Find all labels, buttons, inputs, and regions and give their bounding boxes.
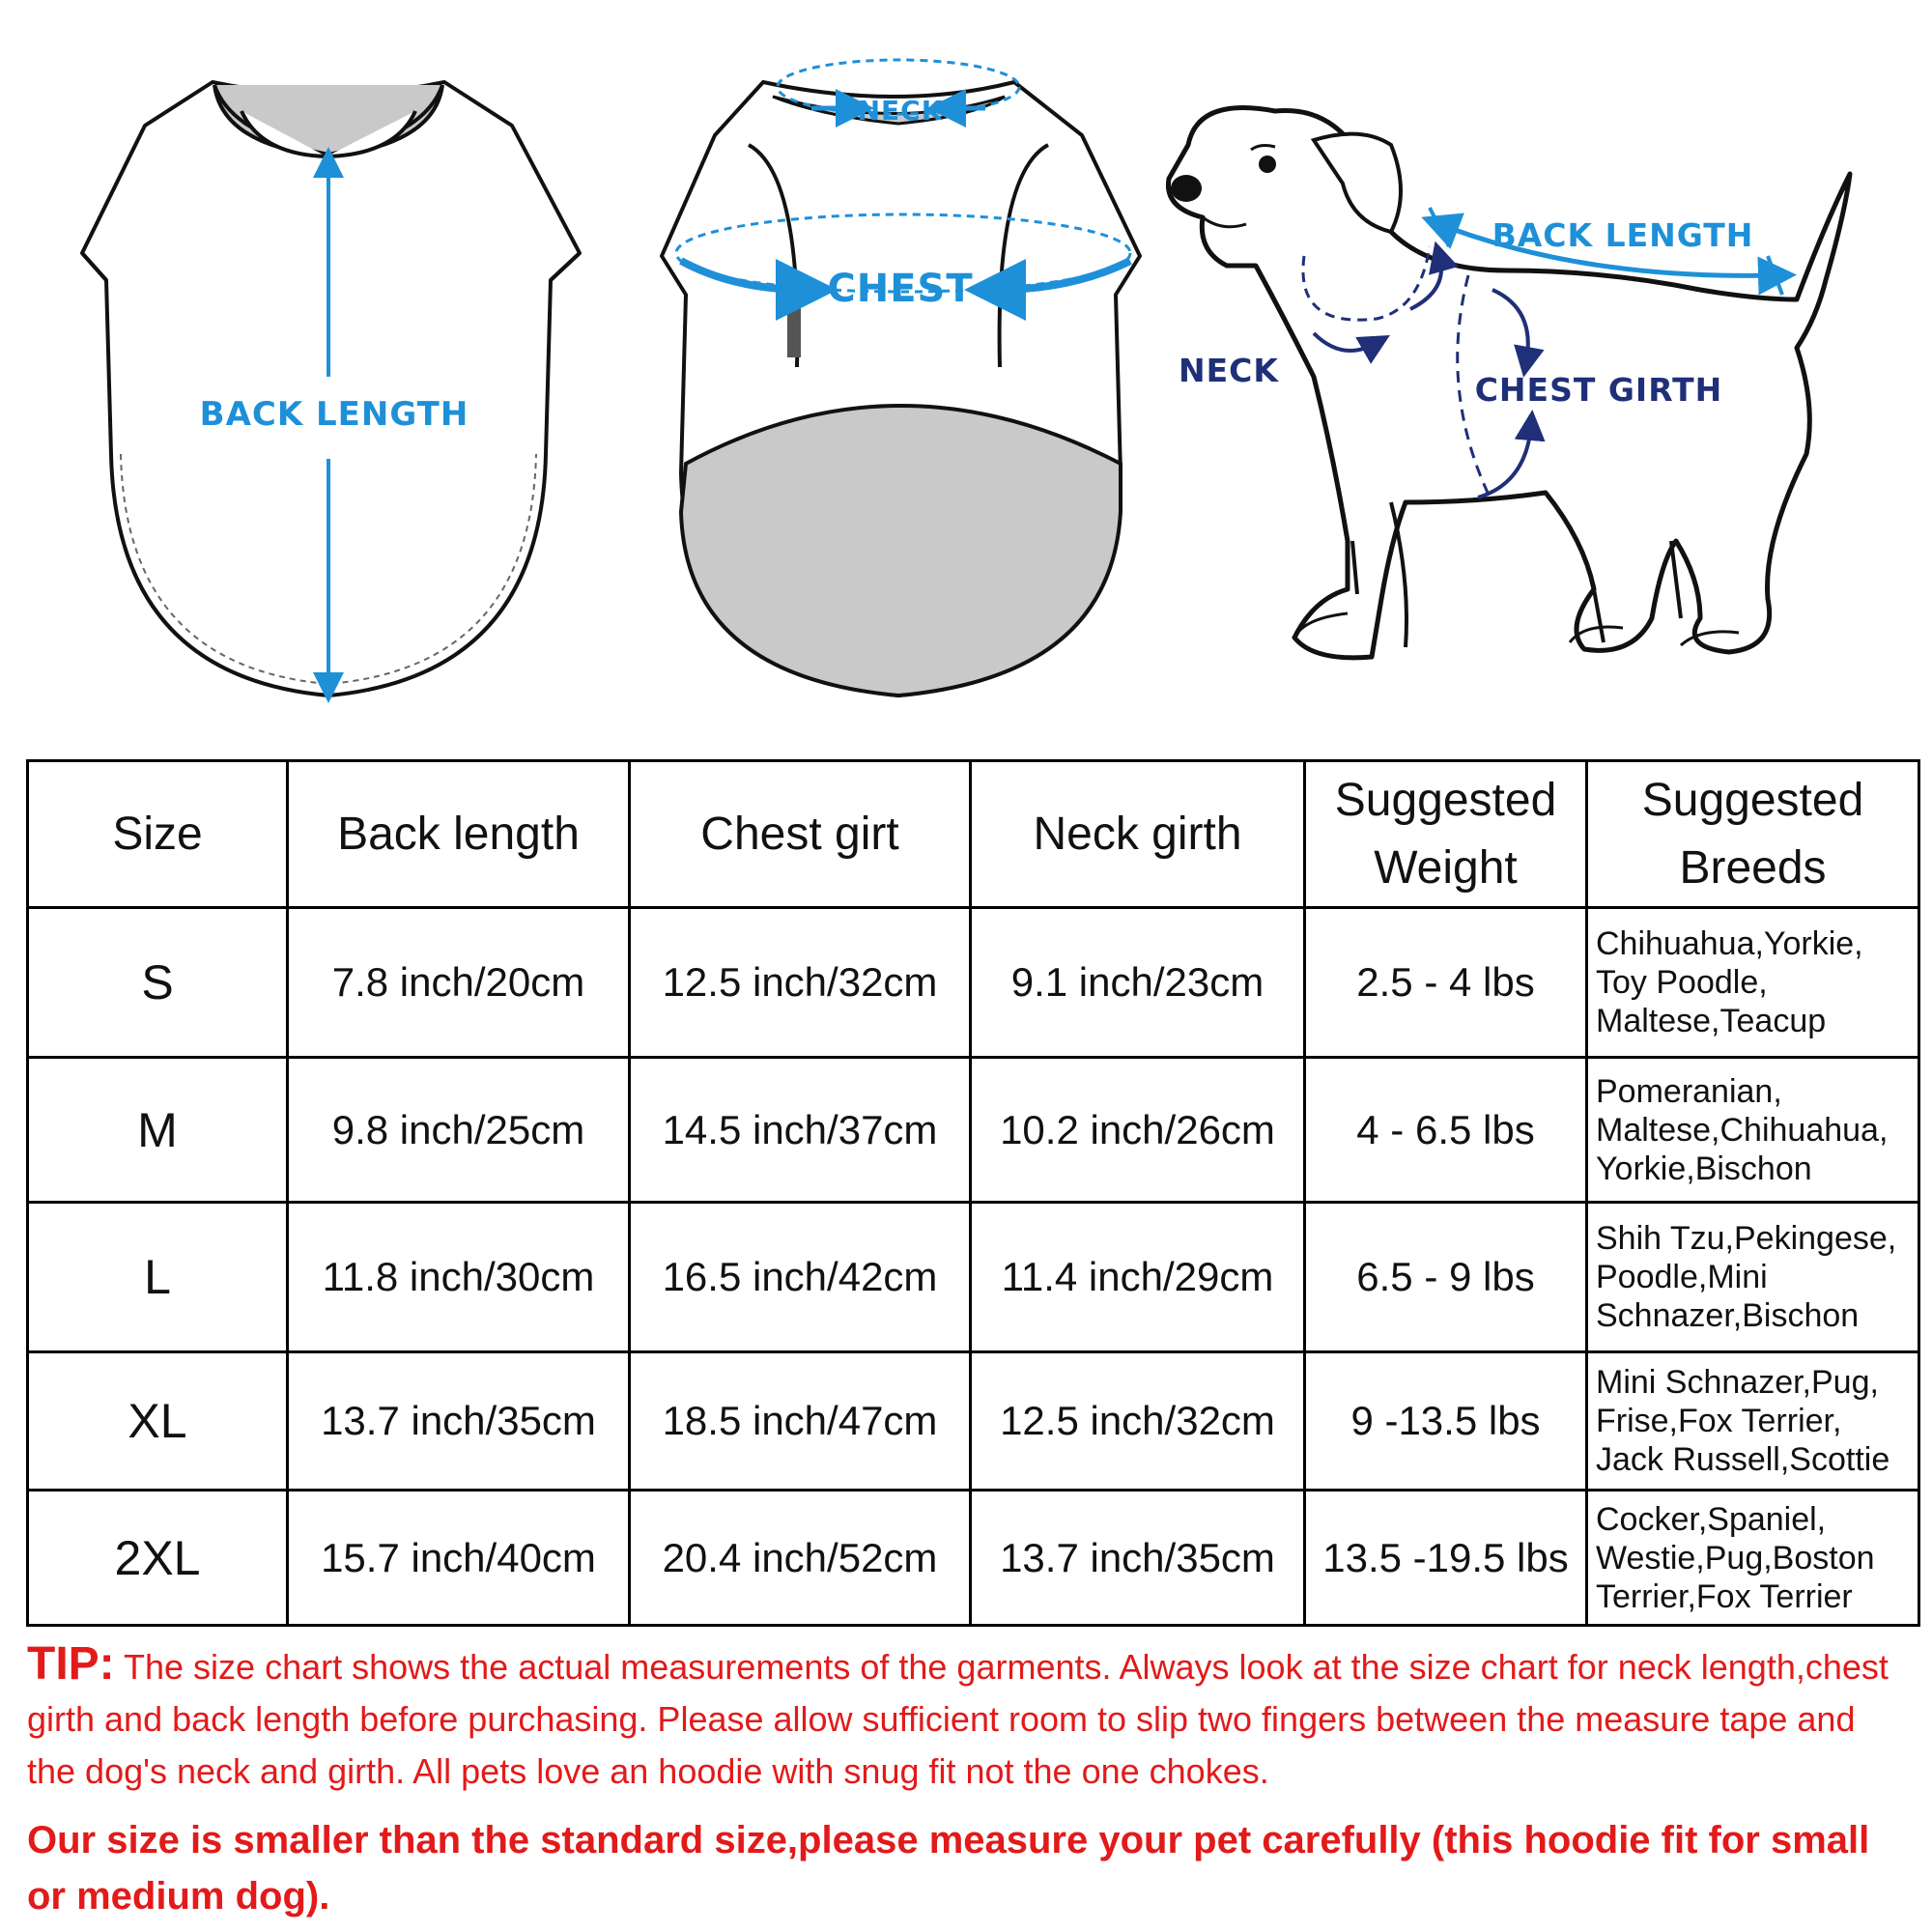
- shirt-back-illustration: [82, 82, 580, 696]
- tip-paragraph: [27, 1638, 1911, 1798]
- header-chest-girt: Chest girt: [630, 761, 971, 908]
- size-chart-table: [26, 759, 1920, 1627]
- breeds-cell: [1587, 908, 1919, 1058]
- weight-cell: 4 - 6.5 lbs: [1305, 1058, 1587, 1203]
- breeds-cell: [1587, 1352, 1919, 1491]
- header-breeds-line1: Suggested: [1641, 774, 1864, 826]
- chest-girt-cell: 14.5 inch/37cm: [630, 1058, 971, 1203]
- breed-line: Terrier,Fox Terrier: [1596, 1577, 1853, 1615]
- chest-girt-cell: 12.5 inch/32cm: [630, 908, 971, 1058]
- header-neck-girth: Neck girth: [971, 761, 1305, 908]
- back-length-cell: 7.8 inch/20cm: [288, 908, 630, 1058]
- table-row: [28, 1352, 1919, 1491]
- table-row: [28, 1058, 1919, 1203]
- breed-line: Westie,Pug,Boston: [1596, 1539, 1875, 1577]
- shirt-neck-label: NECK: [857, 95, 944, 127]
- breed-line: Poodle,Mini: [1596, 1259, 1768, 1295]
- tip-label: TIP:: [27, 1638, 115, 1690]
- back-length-cell: 9.8 inch/25cm: [288, 1058, 630, 1203]
- breed-line: Mini Schnazer,Pug,: [1596, 1364, 1879, 1401]
- measurement-illustrations: [0, 0, 1932, 734]
- header-breeds-line2: Breeds: [1679, 841, 1827, 894]
- size-cell: L: [28, 1203, 288, 1352]
- header-weight-line2: Weight: [1374, 841, 1518, 894]
- size-cell: 2XL: [28, 1491, 288, 1626]
- size-warning: Our size is smaller than the standard size,please measure your pet carefully (this hoodie fit for small or medium dog).: [27, 1819, 1870, 1918]
- size-cell: XL: [28, 1352, 288, 1491]
- header-back-length: Back length: [288, 761, 630, 908]
- header-suggested-breeds: [1587, 761, 1919, 908]
- header-size: Size: [28, 761, 288, 908]
- breed-line: Yorkie,Bischon: [1596, 1150, 1812, 1187]
- breed-line: Pomeranian,: [1596, 1072, 1782, 1110]
- dog-chest-girth-label: CHEST GIRTH: [1474, 371, 1723, 409]
- header-suggested-weight: [1305, 761, 1587, 908]
- chest-girt-cell: 20.4 inch/52cm: [630, 1491, 971, 1626]
- chest-girt-cell: 16.5 inch/42cm: [630, 1203, 971, 1352]
- weight-cell: 2.5 - 4 lbs: [1305, 908, 1587, 1058]
- weight-cell: 9 -13.5 lbs: [1305, 1352, 1587, 1491]
- chest-girt-cell: 18.5 inch/47cm: [630, 1352, 971, 1491]
- breeds-cell: [1587, 1203, 1919, 1352]
- breeds-cell: [1587, 1058, 1919, 1203]
- breeds-cell: [1587, 1491, 1919, 1626]
- header-weight-line1: Suggested: [1334, 774, 1557, 826]
- back-length-cell: 11.8 inch/30cm: [288, 1203, 630, 1352]
- dog-back-length-label: BACK LENGTH: [1492, 216, 1754, 254]
- table-row: [28, 1491, 1919, 1626]
- breed-line: Maltese,Chihuahua,: [1596, 1111, 1889, 1149]
- breed-line: Shih Tzu,Pekingese,: [1596, 1220, 1897, 1257]
- tip-text: The size chart shows the actual measurements of the garments. Always look at the size chart for neck length,chest girth and back length before purchasing. Please allow sufficient room to slip two fingers between the measure tape and the dog's neck and girth. All pets love an hoodie with snug fit not the one chokes.: [27, 1647, 1889, 1791]
- breed-line: Toy Poodle,: [1596, 964, 1768, 1001]
- size-cell: S: [28, 908, 288, 1058]
- table-row: [28, 908, 1919, 1058]
- breed-line: Jack Russell,Scottie: [1596, 1441, 1890, 1478]
- size-cell: M: [28, 1058, 288, 1203]
- shirt-front-illustration: [662, 60, 1140, 696]
- breed-line: Cocker,Spaniel,: [1596, 1500, 1827, 1538]
- neck-girth-cell: 12.5 inch/32cm: [971, 1352, 1305, 1491]
- neck-girth-cell: 13.7 inch/35cm: [971, 1491, 1305, 1626]
- shirt-back-length-label: BACK LENGTH: [199, 395, 469, 434]
- table-row: [28, 1203, 1919, 1352]
- breed-line: Maltese,Teacup: [1596, 1003, 1827, 1039]
- breed-line: Frise,Fox Terrier,: [1596, 1403, 1842, 1439]
- shirt-chest-label: CHEST: [827, 267, 974, 311]
- table-header-row: [28, 761, 1919, 908]
- neck-girth-cell: 10.2 inch/26cm: [971, 1058, 1305, 1203]
- back-length-cell: 13.7 inch/35cm: [288, 1352, 630, 1491]
- dog-illustration: [1168, 108, 1850, 658]
- neck-girth-cell: 9.1 inch/23cm: [971, 908, 1305, 1058]
- back-length-cell: 15.7 inch/40cm: [288, 1491, 630, 1626]
- dog-neck-label: NECK: [1179, 352, 1279, 389]
- breed-line: Chihuahua,Yorkie,: [1596, 925, 1863, 962]
- weight-cell: 13.5 -19.5 lbs: [1305, 1491, 1587, 1626]
- weight-cell: 6.5 - 9 lbs: [1305, 1203, 1587, 1352]
- breed-line: Schnazer,Bischon: [1596, 1297, 1860, 1334]
- neck-girth-cell: 11.4 inch/29cm: [971, 1203, 1305, 1352]
